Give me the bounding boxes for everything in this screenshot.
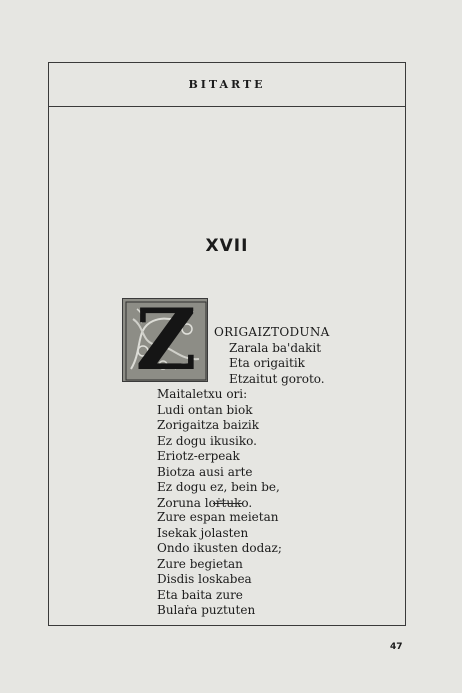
verse-line: Eta origaitik [229, 356, 305, 370]
running-head: BITARTE [188, 78, 266, 91]
verse-line: Zoruna loṙtuko. [157, 495, 253, 510]
chapter-number: XVII [205, 236, 249, 256]
verse-line: Zure espan meietan [157, 510, 279, 524]
verse-line: Zarala ba'dakit [229, 340, 322, 355]
page-number: 47 [390, 642, 403, 652]
verse-line: Maitaletxu ori: [157, 387, 248, 401]
stanza-2 [157, 510, 282, 619]
verse-line: Eriotz-erpeak [157, 449, 240, 463]
verse-line: Etzaitut goroto. [229, 371, 325, 386]
verse-line: Disdis loskabea [157, 572, 252, 586]
verse-line: Zorigaitza baizik [157, 418, 260, 432]
stanza-divider [213, 503, 243, 504]
verse-line: ORIGAIZTODUNA [214, 325, 330, 339]
verse-line: Zure begietan [157, 556, 243, 571]
verse-line: Eta baita zure [157, 587, 243, 602]
verse-line: Isekak jolasten [157, 525, 249, 540]
verse-line: Ez dogu ez, bein be, [157, 480, 280, 494]
drop-cap-letter: Z [135, 290, 197, 389]
stanza-1 [157, 387, 280, 511]
verse-line: Ondo ikusten dodaz; [157, 541, 282, 555]
verse-line: Bulaṙa puztuten [157, 603, 256, 617]
verse-line: Biotza ausi arte [157, 464, 253, 479]
ornamental-initial [122, 290, 208, 389]
opening-lines [214, 325, 330, 387]
verse-line: Ez dogu ikusiko. [157, 433, 257, 448]
header-rule [48, 106, 406, 107]
verse-line: Ludi ontan biok [157, 402, 253, 417]
